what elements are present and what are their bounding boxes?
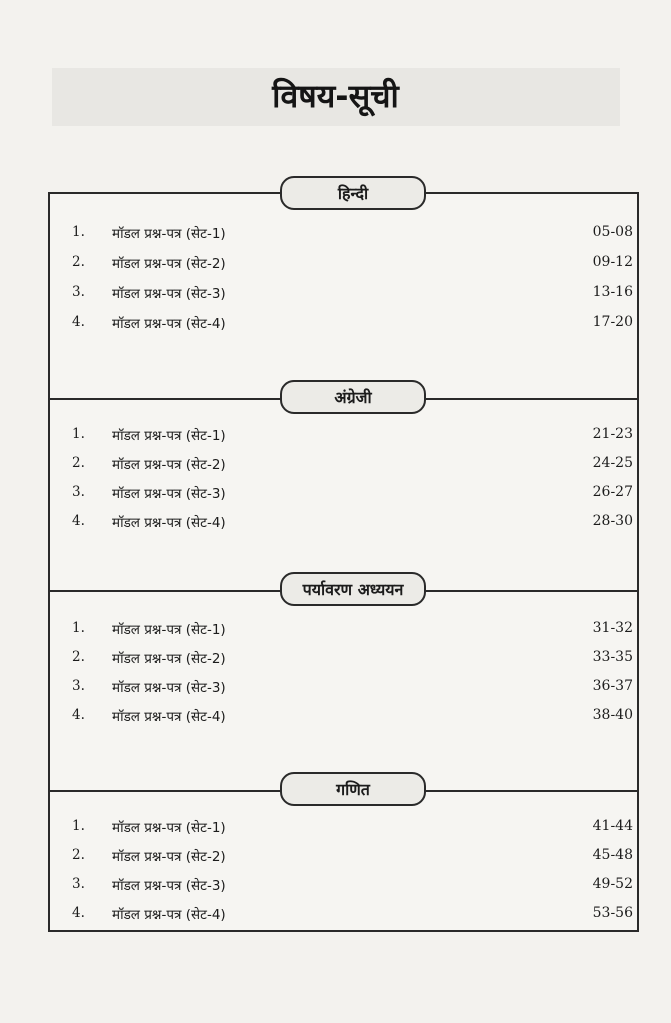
toc-number: 3.: [72, 484, 85, 500]
toc-row: [50, 674, 637, 702]
toc-label: मॉडल प्रश्न-पत्र (सेट-1): [112, 820, 226, 836]
toc-number: 1.: [72, 818, 85, 834]
toc-label: मॉडल प्रश्न-पत्र (सेट-2): [112, 457, 226, 473]
toc-number: 1.: [72, 620, 85, 636]
toc-row: [50, 451, 637, 479]
toc-row: [50, 220, 637, 248]
toc-label: मॉडल प्रश्न-पत्र (सेट-4): [112, 515, 226, 531]
toc-row: [50, 422, 637, 450]
toc-label: मॉडल प्रश्न-पत्र (सेट-1): [112, 622, 226, 638]
toc-pages: 36-37: [592, 678, 633, 694]
toc-pages: 49-52: [592, 876, 633, 892]
toc-pages: 28-30: [592, 513, 633, 529]
toc-pages: 13-16: [592, 284, 633, 300]
toc-label: मॉडल प्रश्न-पत्र (सेट-4): [112, 907, 226, 923]
toc-pages: 21-23: [592, 426, 633, 442]
toc-number: 4.: [72, 707, 85, 723]
toc-row: [50, 616, 637, 644]
toc-number: 2.: [72, 847, 85, 863]
toc-pages: 09-12: [592, 254, 633, 270]
toc-pages: 24-25: [592, 455, 633, 471]
toc-label: मॉडल प्रश्न-पत्र (सेट-2): [112, 256, 226, 272]
toc-pages: 45-48: [592, 847, 633, 863]
toc-row: [50, 901, 637, 929]
toc-row: [50, 645, 637, 673]
section-heading: पर्यावरण अध्ययन: [280, 572, 426, 606]
toc-pages: 33-35: [592, 649, 633, 665]
toc-label: मॉडल प्रश्न-पत्र (सेट-1): [112, 428, 226, 444]
toc-number: 2.: [72, 649, 85, 665]
toc-row: [50, 872, 637, 900]
toc-number: 1.: [72, 426, 85, 442]
toc-row: [50, 814, 637, 842]
toc-row: [50, 480, 637, 508]
toc-label: मॉडल प्रश्न-पत्र (सेट-2): [112, 849, 226, 865]
toc-number: 3.: [72, 876, 85, 892]
toc-label: मॉडल प्रश्न-पत्र (सेट-3): [112, 680, 226, 696]
page-title: विषय-सूची: [272, 77, 399, 115]
toc-row: [50, 280, 637, 308]
toc-row: [50, 843, 637, 871]
toc-pages: 53-56: [592, 905, 633, 921]
toc-number: 4.: [72, 905, 85, 921]
toc-label: मॉडल प्रश्न-पत्र (सेट-3): [112, 486, 226, 502]
toc-row: [50, 703, 637, 731]
toc-label: मॉडल प्रश्न-पत्र (सेट-3): [112, 286, 226, 302]
toc-number: 3.: [72, 678, 85, 694]
toc-pages: 17-20: [592, 314, 633, 330]
toc-number: 4.: [72, 513, 85, 529]
toc-label: मॉडल प्रश्न-पत्र (सेट-4): [112, 316, 226, 332]
toc-number: 1.: [72, 224, 85, 240]
toc-row: [50, 509, 637, 537]
toc-number: 3.: [72, 284, 85, 300]
toc-row: [50, 310, 637, 338]
section-heading: अंग्रेजी: [280, 380, 426, 414]
toc-pages: 38-40: [592, 707, 633, 723]
toc-label: मॉडल प्रश्न-पत्र (सेट-4): [112, 709, 226, 725]
toc-pages: 41-44: [592, 818, 633, 834]
toc-number: 2.: [72, 254, 85, 270]
section-heading: गणित: [280, 772, 426, 806]
toc-label: मॉडल प्रश्न-पत्र (सेट-2): [112, 651, 226, 667]
toc-row: [50, 250, 637, 278]
toc-pages: 05-08: [592, 224, 633, 240]
toc-pages: 26-27: [592, 484, 633, 500]
toc-label: मॉडल प्रश्न-पत्र (सेट-1): [112, 226, 226, 242]
toc-number: 2.: [72, 455, 85, 471]
toc-label: मॉडल प्रश्न-पत्र (सेट-3): [112, 878, 226, 894]
contents-frame: [48, 184, 639, 932]
toc-pages: 31-32: [592, 620, 633, 636]
section-heading: हिन्दी: [280, 176, 426, 210]
toc-number: 4.: [72, 314, 85, 330]
